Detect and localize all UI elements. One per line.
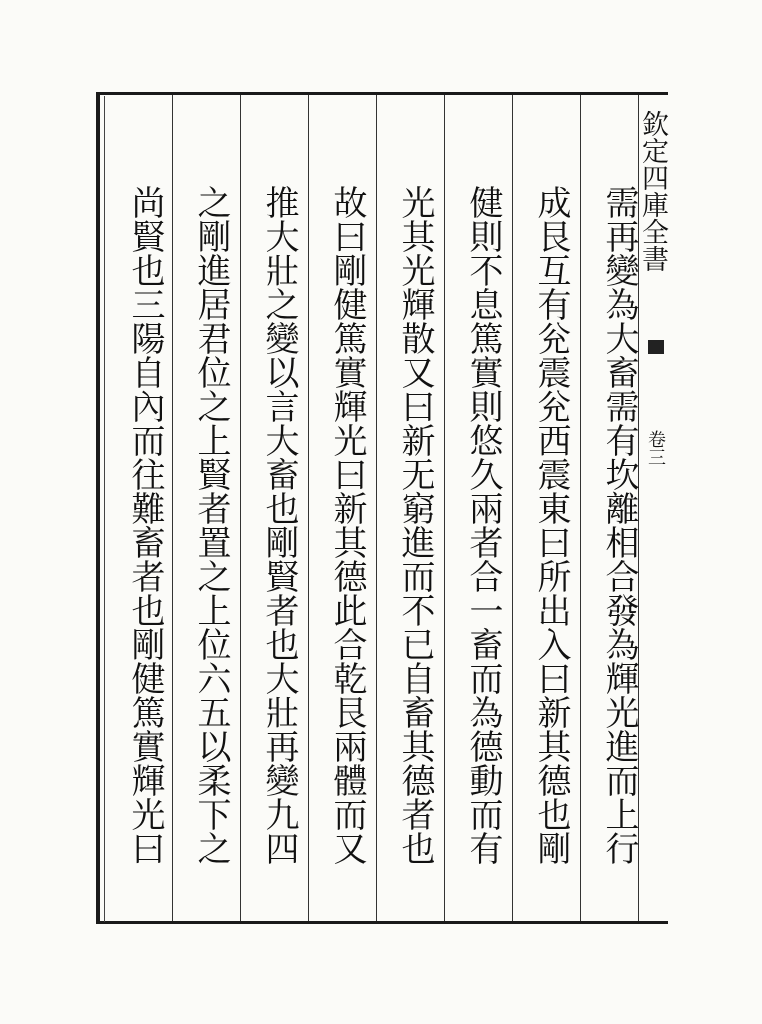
text-column-4: 光其光輝散又曰新无窮進而不已自畜其德者也 <box>395 185 435 865</box>
book-title: 欽定四庫全書 <box>637 110 668 272</box>
frame-inner-line <box>104 96 105 922</box>
fish-tail-mark <box>648 340 664 354</box>
volume-label: 卷三 <box>645 430 666 466</box>
text-column-1: 需再變為大畜需有坎離相合發為輝光進而上行 <box>599 185 639 865</box>
text-column-2: 成艮互有兊震兊西震東曰所出入曰新其德也剛 <box>531 185 571 865</box>
text-column-7: 之剛進居君位之上賢者置之上位六五以柔下之 <box>191 185 231 865</box>
text-column-6: 推大壯之變以言大畜也剛賢者也大壯再變九四 <box>259 185 299 865</box>
text-column-5: 故曰剛健篤實輝光曰新其德此合乾艮兩體而又 <box>327 185 367 865</box>
text-column-8: 尚賢也三陽自內而往難畜者也剛健篤實輝光曰 <box>125 185 165 865</box>
text-column-3: 健則不息篤實則悠久兩者合一畜而為德動而有 <box>463 185 503 865</box>
